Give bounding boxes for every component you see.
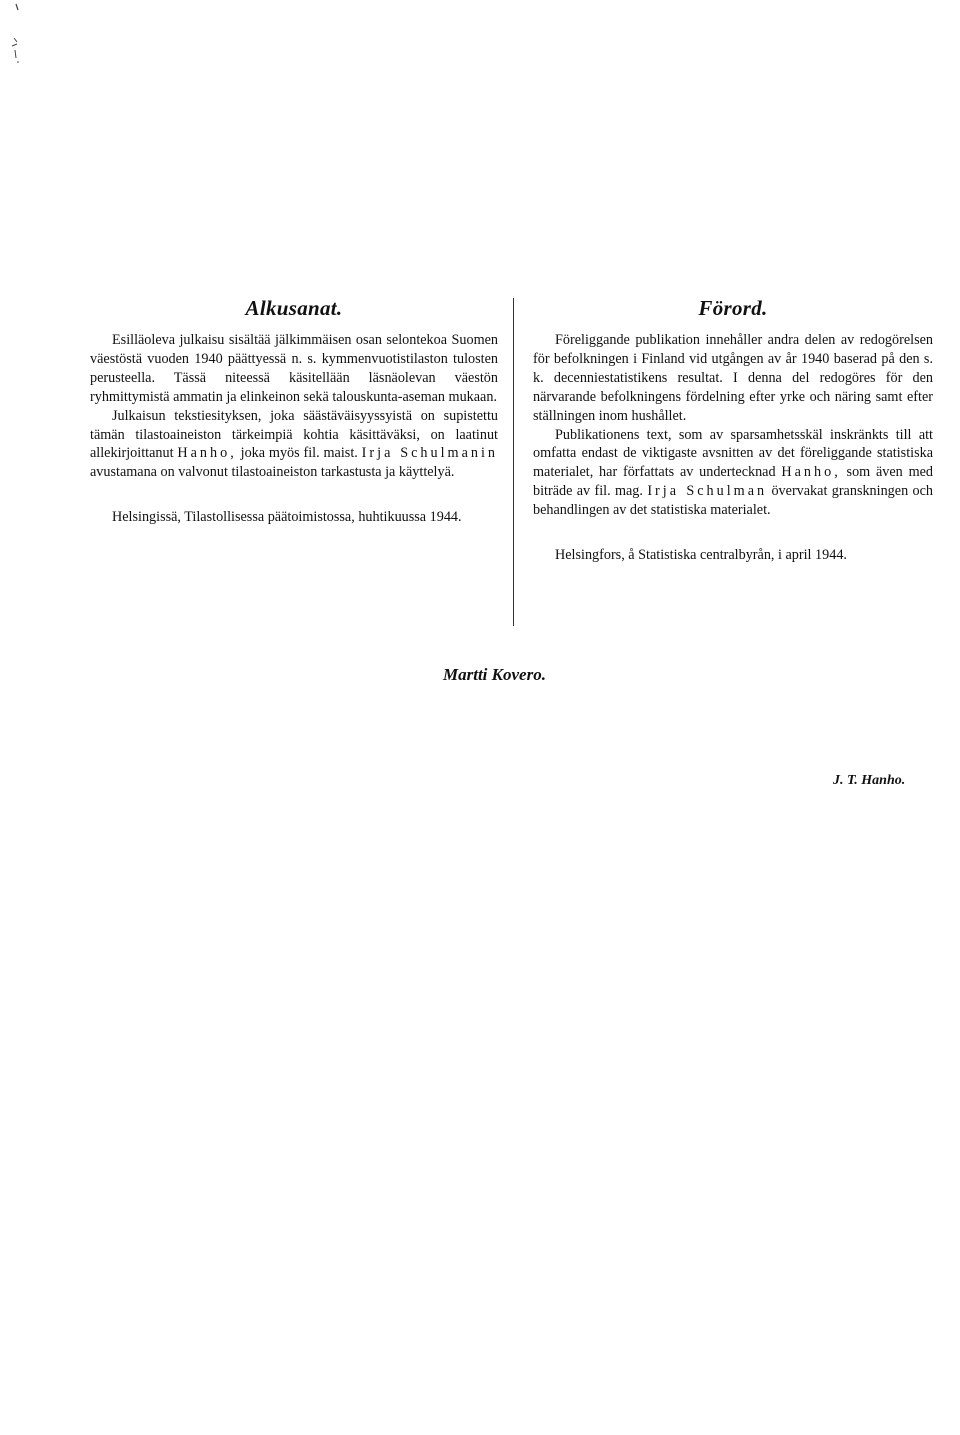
column-divider [513, 298, 514, 626]
swedish-paragraph-2-text-a: Publikationens text, som av sparsamhetsskäl inskränkts till att omfatta endast de viktigaste avsnitten av det föreliggande statistiska materialet, har författats av undertecknad [533, 426, 933, 481]
finnish-paragraph-2-text-b: joka myös fil. maist. [240, 445, 358, 462]
finnish-name-hanho: Hanho, [177, 445, 237, 462]
swedish-paragraph-2 [533, 426, 933, 521]
swedish-column [533, 296, 933, 565]
finnish-column [90, 296, 498, 527]
signature-j-t-hanho: J. T. Hanho. [833, 773, 906, 788]
finnish-paragraph-2-text-c: avustamana on valvonut tilastoaineiston tarkastusta ja käyttelyä. [90, 464, 455, 481]
swedish-closing-place-date: Helsingfors, å Statistiska centralbyrån, i april 1944. [555, 547, 847, 564]
swedish-heading: Förord. [698, 296, 768, 320]
scan-speck-marks [2, 0, 32, 80]
finnish-paragraph-1: Esilläoleva julkaisu sisältää jälkimmäisen osan selontekoa Suomen väestöstä vuoden 1940 päättyessä n. s. kymmenvuotistilaston tulosten perusteella. Tässä niteessä käsitellään läsnäolevan väestön ryhmittymistä ammatin ja elinkeinon sekä talouskunta-aseman mukaan. [90, 332, 498, 405]
finnish-name-schulman: Irja Schulmanin [361, 445, 498, 462]
finnish-heading: Alkusanat. [245, 296, 343, 320]
swedish-name-hanho: Hanho, [781, 464, 841, 481]
swedish-paragraph-1: Föreliggande publikation innehåller andra delen av redogörelsen för befolkningen i Finland vid utgången av år 1940 baserad på den s. k. decenniestatistikens resultat. I denna del redogöres för den närvarande befolkningens fördelning efter yrke och näring samt efter ställningen inom hushållet. [533, 332, 933, 424]
finnish-paragraph-2-text-a: Julkaisun tekstiesityksen, joka säästäväisyyssyistä on supistettu tämän tilastoaineiston tärkeimpiä kohtia käsittäväksi, on laatinut allekirjoittanut [90, 407, 498, 462]
finnish-paragraph-2 [90, 407, 498, 483]
swedish-paragraph-2-text-b: som även med biträde av fil. mag. [533, 464, 933, 500]
signature-martti-kovero: Martti Kovero. [443, 665, 546, 684]
finnish-closing-place-date: Helsingissä, Tilastollisessa päätoimistossa, huhtikuussa 1944. [112, 509, 462, 526]
swedish-name-schulman: Irja Schulman [647, 483, 768, 500]
swedish-paragraph-2-text-c: övervakat granskningen och behandlingen av det statistiska materialet. [533, 483, 934, 519]
